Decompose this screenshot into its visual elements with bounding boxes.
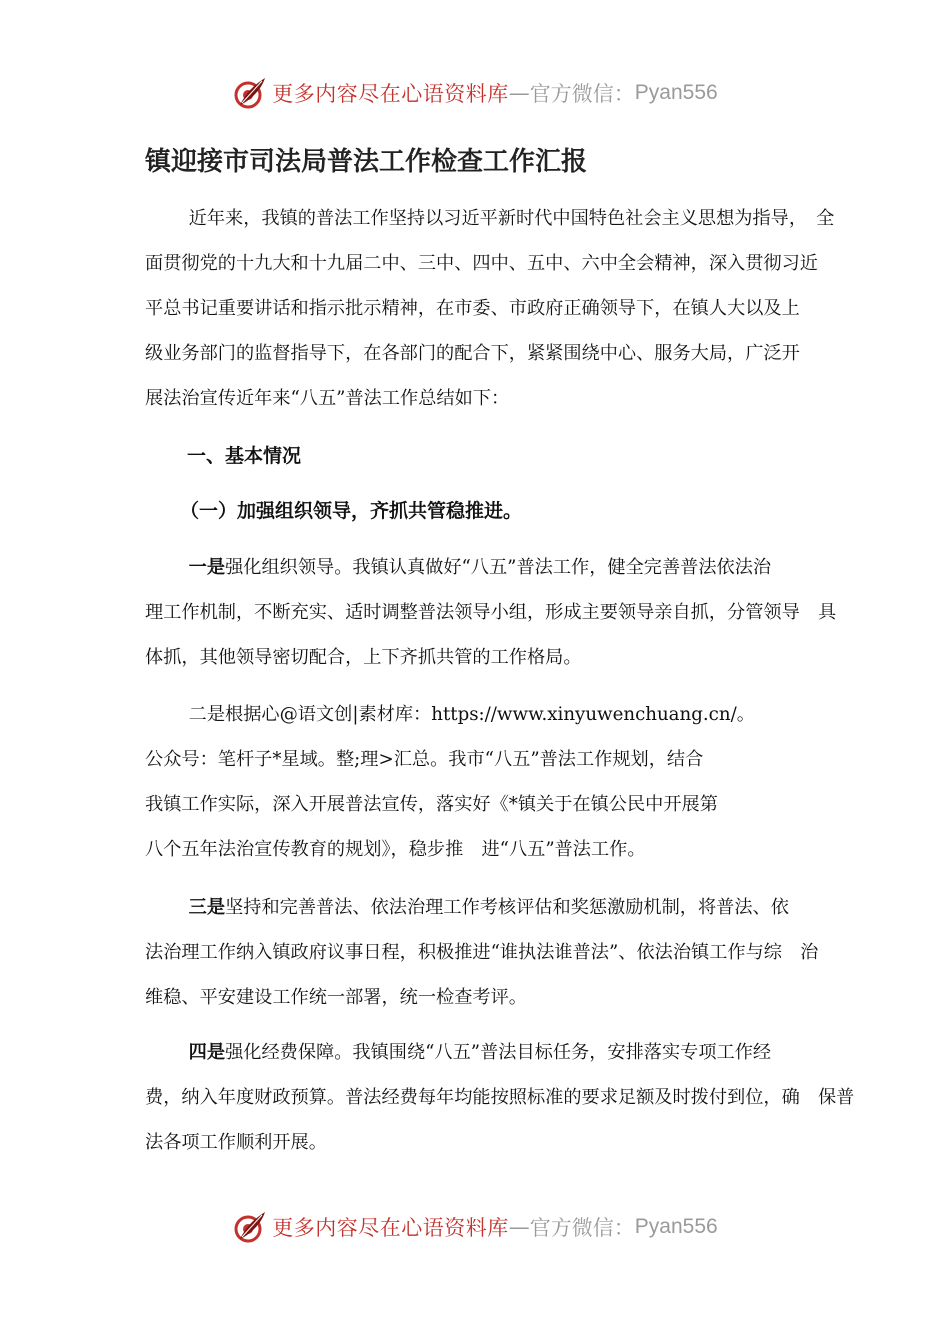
banner-site-text: 更多内容尽在心语资料库 <box>272 82 509 106</box>
document-title: 镇迎接市司法局普法工作检查工作汇报 <box>145 147 588 177</box>
item-line: 理工作机制，不断充实、适时调整普法领导小组，形成主要领导亲自抓，分管领导 具 <box>145 602 837 623</box>
item-paragraph-2 <box>145 692 815 872</box>
intro-line: 近年来，我镇的普法工作坚持以习近平新时代中国特色社会主义思想为指导， 全 <box>188 208 835 229</box>
feather-quill-logo-icon <box>232 1209 268 1245</box>
banner-site-text: 更多内容尽在心语资料库 <box>272 1216 509 1240</box>
feather-quill-logo-icon <box>232 75 268 111</box>
item-line: 费，纳入年度财政预算。普法经费每年均能按照标准的要求足额及时拨付到位，确 保普 <box>145 1087 855 1108</box>
item-line: 八个五年法治宣传教育的规划》，稳步推 进“八五”普法工作。 <box>145 839 646 860</box>
item-line: 维稳、平安建设工作统一部署，统一检查考评。 <box>145 987 527 1008</box>
banner-wechat-label: 官方微信： <box>529 1216 635 1240</box>
item-lead: 四是 <box>188 1042 226 1063</box>
item-paragraph-4 <box>145 1030 855 1165</box>
item-line: 二是根据心@语文创|素材库：https://www.xinyuwenchuang.cn/。 <box>188 704 755 725</box>
banner-separator: — <box>508 1215 530 1239</box>
subsection-heading-organization: （一）加强组织领导，齐抓共管稳推进。 <box>180 500 523 522</box>
item-line: 体抓，其他领导密切配合，上下齐抓共管的工作格局。 <box>145 647 582 668</box>
banner-wechat-id: Pyan556 <box>634 1215 718 1238</box>
banner-wechat-id: Pyan556 <box>634 81 718 104</box>
banner-wechat-label: 官方微信： <box>529 82 635 106</box>
banner-separator: — <box>508 81 530 105</box>
intro-line: 平总书记重要讲话和指示批示精神，在市委、市政府正确领导下，在镇人大以及上 <box>145 298 800 319</box>
item-line: 法各项工作顺利开展。 <box>145 1132 327 1153</box>
item-lead: 一是 <box>188 557 226 578</box>
item-line: 法治理工作纳入镇政府议事日程，积极推进“谁执法谁普法”、依法治镇工作与综 治 <box>145 942 819 963</box>
item-line: 三是坚持和完善普法、依法治理工作考核评估和奖惩激励机制，将普法、依 <box>188 897 789 918</box>
intro-line: 级业务部门的监督指导下，在各部门的配合下，紧紧围绕中心、服务大局，广泛开 <box>145 343 800 364</box>
item-lead: 三是 <box>188 897 226 918</box>
intro-line: 面贯彻党的十九大和十九届二中、三中、四中、五中、六中全会精神，深入贯彻习近 <box>145 253 818 274</box>
header-banner <box>0 71 950 115</box>
item-line: 我镇工作实际，深入开展普法宣传，落实好《*镇关于在镇公民中开展第 <box>145 794 718 815</box>
intro-paragraph <box>145 196 835 421</box>
section-heading-basic: 一、基本情况 <box>187 445 302 467</box>
item-line: 一是强化组织领导。我镇认真做好“八五”普法工作，健全完善普法依法治 <box>188 557 772 578</box>
intro-line: 展法治宣传近年来“八五”普法工作总结如下： <box>145 388 510 409</box>
item-line: 四是强化经费保障。我镇围绕“八五”普法目标任务，安排落实专项工作经 <box>188 1042 772 1063</box>
footer-banner <box>0 1205 950 1249</box>
item-line: 公众号：笔杆子*星域。整;理>汇总。我市“八五”普法工作规划，结合 <box>145 749 704 770</box>
item-paragraph-3 <box>145 885 819 1020</box>
item-paragraph-1 <box>145 545 837 680</box>
